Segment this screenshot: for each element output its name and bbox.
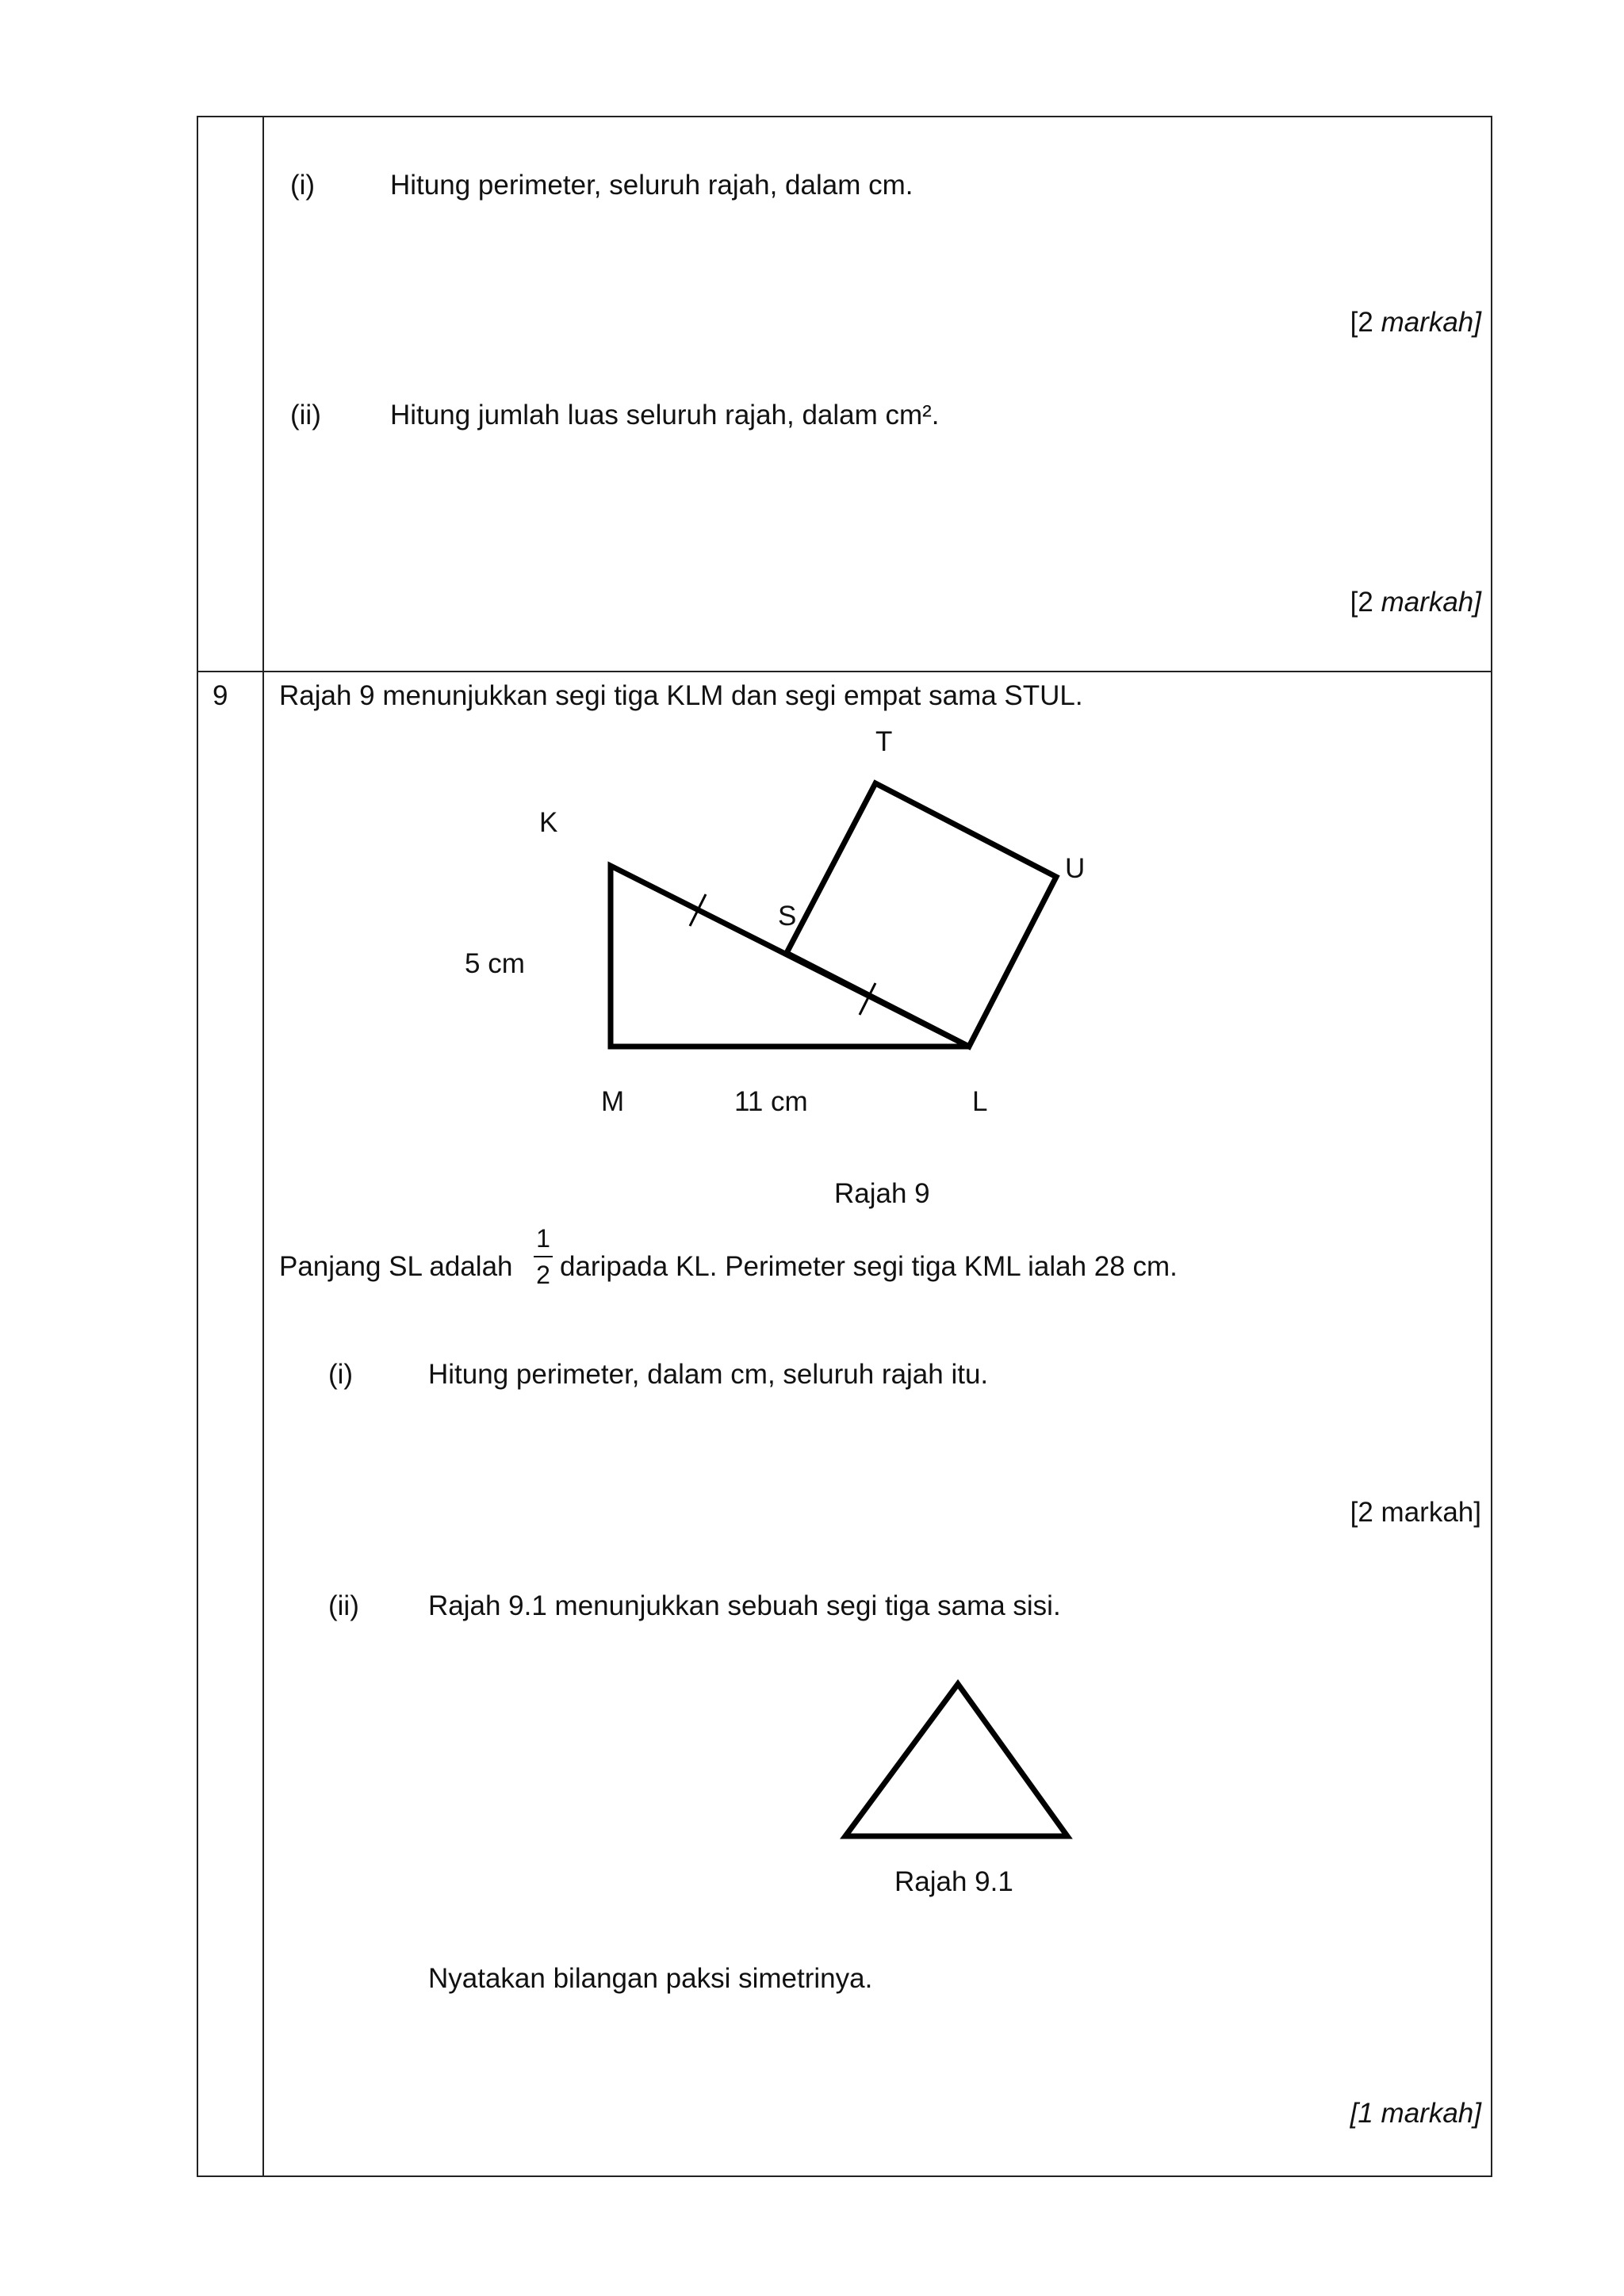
- fraction-numerator: 1: [536, 1224, 550, 1253]
- figure-9-1-caption: Rajah 9.1: [894, 1866, 1013, 1897]
- part-i-number: (i): [290, 170, 316, 201]
- part-ii-number: (ii): [290, 400, 321, 430]
- marks-bracket: [2: [1350, 307, 1381, 338]
- fraction-bar: [534, 1256, 553, 1257]
- triangle-equilateral: [845, 1684, 1067, 1836]
- q9-part-ii-number: (ii): [328, 1590, 359, 1621]
- question-number: 9: [213, 680, 228, 711]
- figure-caption: Rajah 9: [834, 1178, 930, 1209]
- fraction-denominator: 2: [536, 1261, 550, 1289]
- q9-part-i-number: (i): [328, 1359, 354, 1390]
- marks-bracket: [2: [1350, 587, 1381, 618]
- label-u: U: [1065, 853, 1086, 884]
- label-m: M: [601, 1086, 625, 1117]
- label-k: K: [539, 807, 558, 838]
- square-stul: [787, 783, 1056, 1047]
- q9-part-ii-question: Rajah 9.1 menunjukkan sebuah segi tiga sama sisi.: [428, 1590, 1061, 1621]
- q9-part-ii-subquestion: Nyatakan bilangan paksi simetrinya.: [428, 1963, 873, 1994]
- part-ii-question: Hitung jumlah luas seluruh rajah, dalam cm².: [390, 400, 940, 430]
- q9-part-i-question: Hitung perimeter, dalam cm, seluruh rajah itu.: [428, 1359, 989, 1390]
- part-i-question: Hitung perimeter, seluruh rajah, dalam cm.: [390, 170, 914, 201]
- label-side-km: 5 cm: [465, 948, 525, 979]
- q9-part-i-marks: [2 markah]: [1350, 1497, 1481, 1528]
- q9-part-ii-marks: [1 markah]: [1350, 2098, 1481, 2129]
- marks-word: markah]: [1381, 307, 1481, 338]
- statement-after: daripada KL. Perimeter segi tiga KML ialah 28 cm.: [560, 1251, 1178, 1282]
- question-intro: Rajah 9 menunjukkan segi tiga KLM dan segi empat sama STUL.: [279, 680, 1083, 711]
- marks-word: markah]: [1381, 587, 1481, 618]
- label-side-ml: 11 cm: [734, 1086, 808, 1117]
- label-t: T: [875, 726, 893, 757]
- statement-before: Panjang SL adalah: [279, 1251, 513, 1282]
- label-s: S: [778, 901, 797, 932]
- label-l: L: [972, 1086, 988, 1117]
